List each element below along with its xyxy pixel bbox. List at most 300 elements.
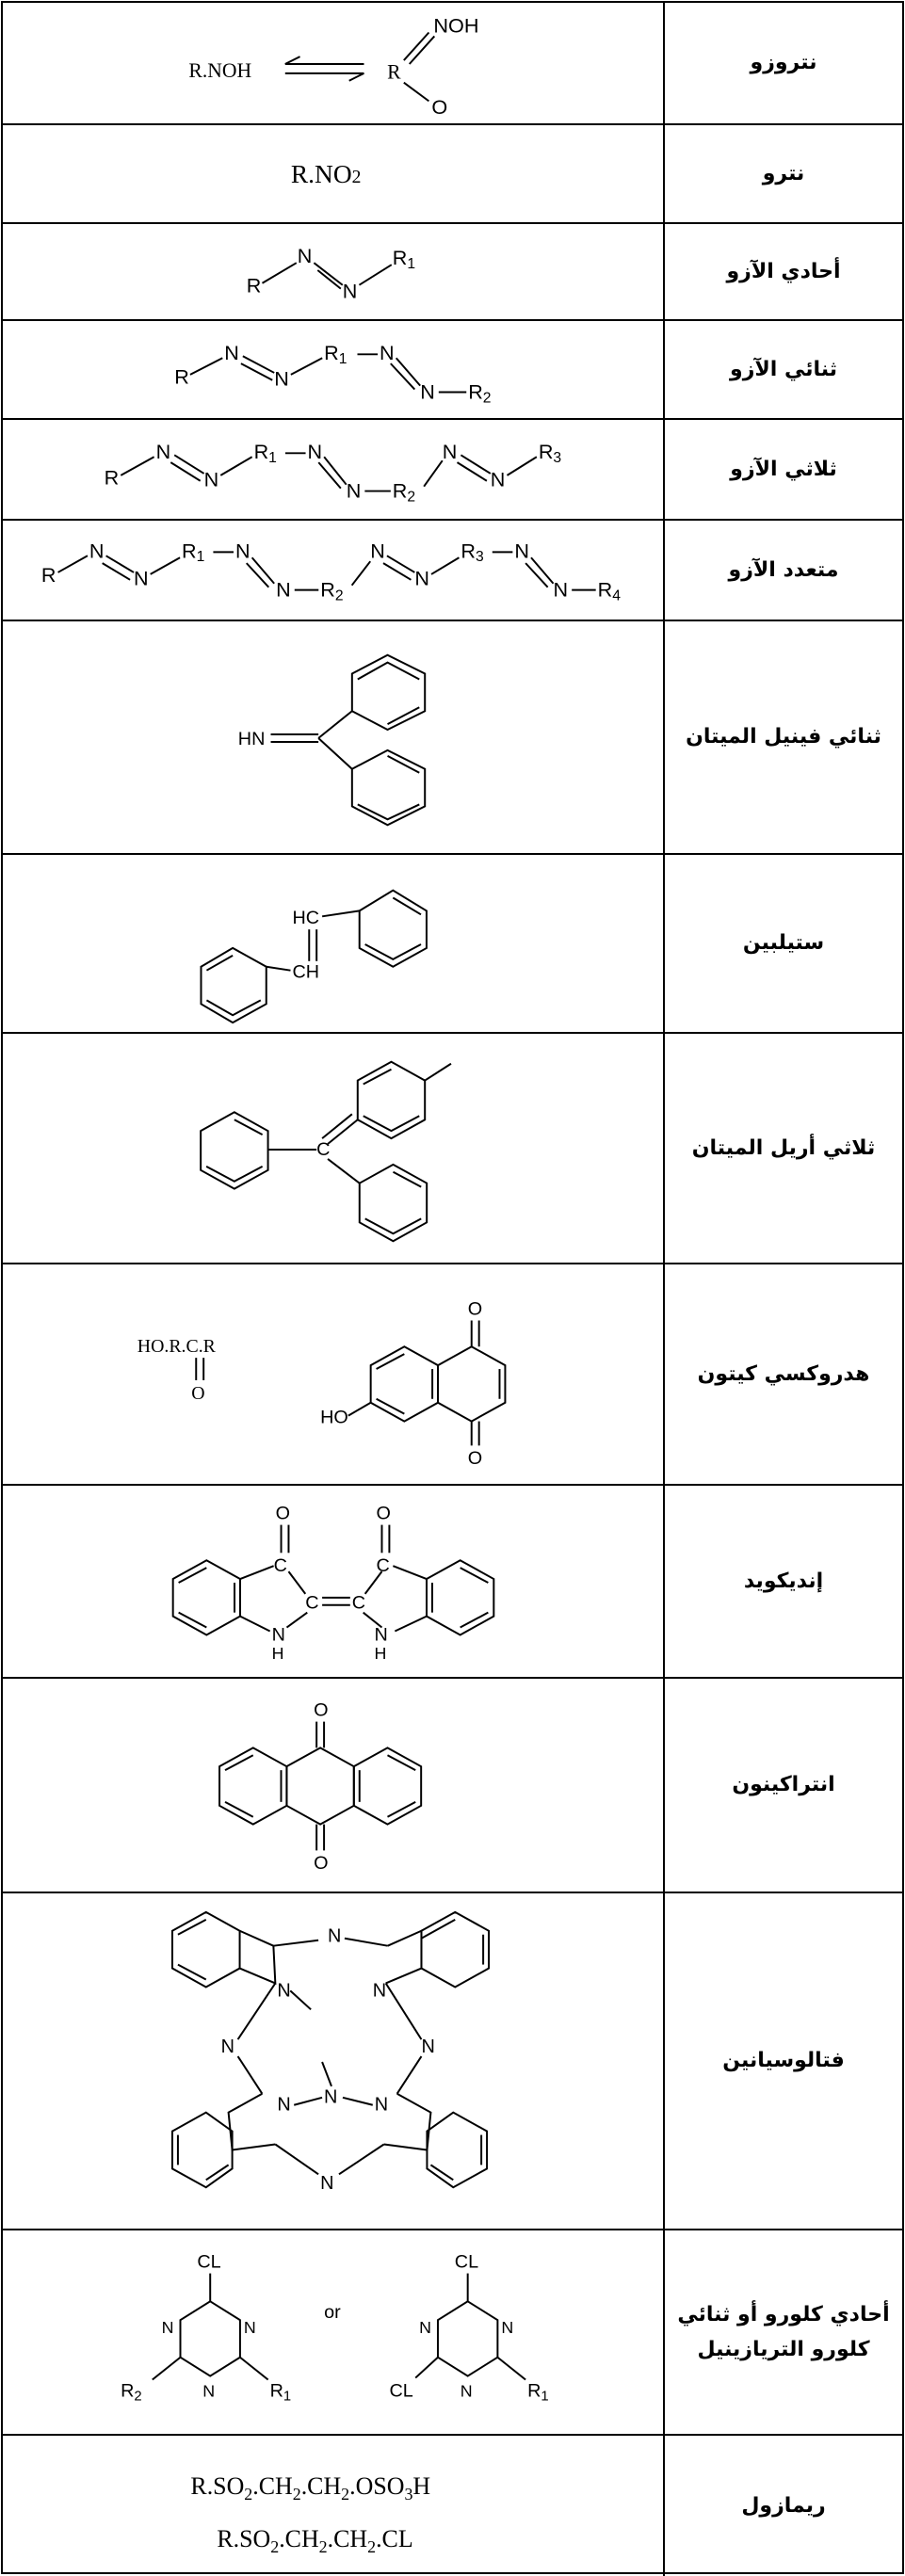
svg-text:R.SO2.CH2.CH2.CL — [217, 2525, 412, 2556]
atom-subscript: 1 — [283, 2389, 292, 2405]
pyrrole-ring — [240, 1931, 276, 1984]
bond — [288, 1571, 305, 1594]
atom-label: N — [324, 2086, 338, 2108]
bond — [497, 2358, 525, 2380]
atom-subscript: 2 — [334, 588, 344, 604]
atom-label: HC — [292, 908, 320, 929]
atom-label: C — [316, 1138, 331, 1160]
bond — [273, 1940, 318, 1946]
structure-cell — [3, 1034, 665, 1263]
svg-text:R3 — [539, 440, 562, 466]
class-name: فتالوسيانين — [722, 2049, 845, 2073]
triazine-ring — [181, 2301, 240, 2375]
aromatic-bond — [225, 1755, 253, 1770]
atom-label: N — [202, 2381, 216, 2401]
formula-text: R.NOH — [188, 58, 252, 82]
class-name: نتروزو — [750, 51, 817, 75]
bond — [339, 2145, 384, 2175]
aromatic-bond — [365, 1218, 422, 1233]
structure-cell — [3, 1264, 665, 1484]
atom-subscript: 2 — [134, 2389, 142, 2405]
bond — [424, 460, 443, 486]
structure-cell — [3, 1893, 665, 2229]
arrow-head — [285, 56, 300, 64]
atom-label: R — [121, 2380, 135, 2402]
bond — [404, 83, 429, 102]
formula-text: .CH — [300, 2472, 342, 2501]
atom-label: CL — [197, 2251, 221, 2273]
table-row — [3, 321, 902, 420]
bond — [395, 1617, 427, 1632]
bond — [318, 462, 341, 488]
aromatic-bond — [364, 1116, 420, 1131]
bond — [507, 457, 536, 475]
benzene-ring — [354, 1747, 421, 1824]
bond — [359, 265, 391, 285]
formula-text: R.SO — [190, 2472, 245, 2501]
triarylmethane-structure — [3, 1034, 663, 1263]
atom-label: N — [276, 577, 291, 602]
atom-label: N — [89, 539, 105, 563]
atom-label: HN — [237, 728, 266, 749]
svg-text:R2 — [320, 577, 343, 604]
benzene-ring — [421, 1912, 489, 1988]
bond — [290, 1990, 311, 2009]
bond — [531, 557, 554, 583]
bond — [238, 2056, 263, 2094]
bond — [58, 555, 88, 572]
table-row — [3, 125, 902, 224]
class-name: ثنائي فينيل الميتان — [686, 725, 881, 749]
class-name: ثلاثي الآزو — [730, 457, 837, 481]
atom-label: N — [342, 279, 358, 303]
triazine-ring — [438, 2301, 497, 2375]
atom-label: C — [376, 1555, 390, 1577]
indigoid-structure — [3, 1486, 663, 1677]
table-row — [3, 224, 902, 321]
bond — [393, 1566, 427, 1579]
atom-label: N — [346, 478, 362, 503]
bond — [431, 557, 459, 574]
atom-subscript: 4 — [612, 588, 621, 604]
atom-label: N — [161, 2317, 174, 2337]
trisazo-structure — [3, 420, 663, 519]
bond — [174, 455, 203, 474]
atom-label: N — [307, 440, 323, 464]
nitroso-structure — [3, 3, 663, 123]
svg-text:R1 — [324, 341, 347, 367]
class-name: نترو — [762, 161, 805, 185]
atom-label: N — [420, 379, 435, 404]
table-row — [3, 2436, 902, 2576]
atom-label: N — [380, 341, 395, 365]
quinoid-ring — [358, 1062, 425, 1138]
table-row — [3, 420, 902, 521]
atom-label: N — [442, 440, 458, 464]
table-row — [3, 1679, 902, 1893]
monoazo-structure — [3, 224, 663, 319]
formula-text: R.NO — [290, 159, 352, 188]
class-name: متعدد الآزو — [728, 557, 839, 582]
benzene-ring — [360, 1165, 427, 1241]
atom-label: N — [203, 467, 219, 491]
bond — [267, 967, 291, 971]
atom-label: O — [467, 1448, 483, 1470]
bond — [322, 910, 360, 916]
svg-text:R.SO2.CH2.CH2.OSO3H — [190, 2472, 430, 2504]
atom-label: H — [374, 1644, 387, 1664]
bond — [425, 1064, 451, 1081]
bond — [387, 555, 414, 572]
aromatic-bond — [461, 1568, 489, 1583]
bond — [286, 1613, 307, 1628]
table-row — [3, 3, 902, 125]
formula-subscript: 2 — [292, 2485, 301, 2504]
quinone-ring — [286, 1747, 353, 1824]
bond — [352, 561, 371, 586]
class-name: هدروكسي كيتون — [697, 1361, 870, 1386]
atom-label: H — [271, 1644, 284, 1664]
bond — [241, 363, 272, 380]
atom-label: N — [553, 577, 569, 602]
bond — [397, 2056, 422, 2094]
atom-label: N — [243, 2317, 256, 2337]
table-row — [3, 521, 902, 621]
remazol-structure — [3, 2436, 663, 2576]
pyrrole-ring — [229, 2094, 276, 2150]
benzene-ring — [352, 655, 425, 730]
aromatic-bond — [206, 2165, 229, 2180]
atom-label: CH — [292, 961, 320, 983]
atom-label: CL — [389, 2380, 413, 2402]
atom-subscript: 1 — [196, 549, 205, 566]
svg-text:R1 — [270, 2380, 292, 2404]
or-text: or — [324, 2302, 341, 2324]
aromatic-bond — [234, 1119, 263, 1135]
atom-label: R — [597, 577, 613, 602]
bond — [190, 358, 222, 375]
atom-label: R — [461, 539, 477, 563]
quinone-ring — [438, 1346, 505, 1421]
svg-text:R2 — [393, 478, 415, 505]
table-row — [3, 2230, 902, 2436]
structure-cell — [3, 855, 665, 1032]
atom-label: N — [374, 1624, 388, 1646]
aromatic-bond — [206, 956, 233, 971]
structure-cell — [3, 125, 665, 222]
bond — [252, 557, 275, 583]
arrow-head — [349, 73, 364, 81]
benzene-ring — [201, 948, 266, 1022]
aromatic-bond — [225, 1802, 253, 1817]
atom-label: O — [275, 1503, 291, 1524]
structure-cell — [3, 2230, 665, 2434]
bond — [317, 270, 341, 289]
formula-subscript: 3 — [404, 2485, 413, 2504]
bond — [240, 1617, 270, 1632]
formula-subscript: 2 — [244, 2485, 253, 2504]
structures-table — [1, 1, 904, 2574]
table-row — [3, 621, 902, 855]
atom-label: O — [376, 1503, 391, 1524]
atom-label: N — [224, 341, 239, 365]
atom-subscript: 1 — [268, 450, 277, 467]
svg-text:R4 — [598, 577, 622, 604]
structure-cell — [3, 1486, 665, 1677]
atom-label: N — [374, 2094, 389, 2116]
bond — [291, 358, 322, 375]
atom-label: R — [468, 379, 483, 404]
bond — [322, 1114, 352, 1138]
benzene-ring — [352, 750, 425, 825]
benzene-ring — [172, 1912, 240, 1988]
class-name: ثنائي الآزو — [730, 357, 837, 381]
atom-label: N — [372, 1980, 387, 2002]
bond — [170, 462, 200, 481]
bond — [457, 462, 486, 481]
bond — [343, 2098, 373, 2105]
bond — [153, 2358, 181, 2380]
bond — [275, 2145, 318, 2175]
aromatic-bond — [178, 1965, 206, 1980]
formula-subscript: 2 — [367, 2536, 377, 2556]
benzene-ring — [172, 2113, 233, 2188]
atom-label: N — [220, 2037, 235, 2058]
atom-subscript: 3 — [476, 549, 484, 566]
svg-text:R1 — [393, 246, 415, 272]
atom-label: O — [467, 1298, 483, 1320]
atom-label: R — [40, 562, 57, 587]
atom-label: R — [324, 341, 339, 365]
atom-subscript: 3 — [553, 450, 562, 467]
bond — [348, 1403, 371, 1416]
bond — [238, 1983, 276, 2039]
atom-label: N — [320, 2173, 334, 2195]
benzene-ring — [360, 891, 427, 967]
class-name: ستيلبين — [742, 931, 825, 956]
aromatic-bond — [358, 804, 419, 819]
atom-label: R — [253, 440, 269, 464]
atom-label: C — [351, 1592, 366, 1614]
structure-cell — [3, 1679, 665, 1892]
structure-cell — [3, 521, 665, 620]
class-name: انتراكينون — [732, 1773, 835, 1797]
class-name: أحادي الآزو — [726, 259, 841, 283]
bond — [240, 2358, 268, 2380]
formula-text: HO.R.C.R — [137, 1336, 216, 1358]
atom-label: HO — [320, 1407, 348, 1428]
aromatic-bond — [364, 1070, 392, 1085]
svg-text:R1 — [182, 539, 204, 565]
bond — [103, 563, 130, 580]
formula-text: H — [412, 2472, 431, 2501]
bond — [383, 563, 411, 580]
aromatic-bond — [393, 898, 421, 915]
bond — [106, 555, 134, 572]
svg-text:R.NO2 — [291, 160, 362, 188]
disazo-structure — [3, 321, 663, 418]
atom-label: R — [174, 364, 189, 389]
stilbene-structure — [3, 855, 663, 1032]
structure-cell — [3, 2436, 665, 2576]
svg-text:R2 — [121, 2380, 142, 2404]
bond — [243, 356, 274, 373]
benzene-ring — [219, 1747, 286, 1824]
atom-subscript: 1 — [541, 2389, 549, 2405]
triazinyl-structure — [3, 2230, 663, 2434]
svg-text:R1 — [254, 440, 277, 466]
atom-label: N — [421, 2037, 435, 2058]
diphenylmethane-structure — [3, 621, 663, 853]
formula-text: .OSO — [349, 2472, 405, 2501]
atom-label: N — [277, 2094, 291, 2116]
aromatic-bond — [393, 1172, 421, 1187]
atom-label: N — [277, 1980, 291, 2002]
atom-label: N — [460, 2381, 473, 2401]
atom-label: R — [392, 246, 408, 270]
class-name: إنديكويد — [743, 1569, 824, 1593]
atom-label: O — [314, 1699, 329, 1721]
atom-subscript: 2 — [407, 489, 416, 506]
class-name: ريمازول — [741, 2493, 826, 2518]
atom-label: N — [155, 440, 171, 464]
atom-label: N — [234, 539, 250, 563]
phthalocyanine-structure — [3, 1893, 663, 2229]
atom-label: O — [431, 95, 448, 120]
atom-subscript: 1 — [338, 351, 347, 368]
formula-subscript: 2 — [341, 2485, 350, 2504]
aromatic-bond — [461, 1613, 489, 1628]
aromatic-bond — [206, 1167, 263, 1182]
atom-label: N — [134, 566, 149, 590]
aromatic-bond — [377, 1399, 405, 1414]
structure-cell — [3, 621, 665, 853]
atom-subscript: 2 — [482, 390, 492, 407]
atom-label: N — [328, 1925, 342, 1947]
formula-subscript: 2 — [351, 167, 362, 187]
svg-text:R2 — [468, 379, 491, 406]
polyazo-structure — [3, 521, 663, 620]
table-row — [3, 1034, 902, 1264]
atom-subscript: 1 — [407, 256, 416, 273]
atom-label: N — [274, 366, 289, 391]
pyrrole-ring — [386, 1931, 422, 1984]
atom-label: R — [269, 2380, 283, 2402]
atom-label: N — [501, 2317, 514, 2337]
bond — [525, 563, 548, 588]
formula-text: .CH — [252, 2472, 293, 2501]
atom-label: O — [314, 1853, 329, 1875]
bond — [345, 1939, 388, 1946]
atom-label: N — [271, 1624, 285, 1646]
aromatic-bond — [387, 1755, 415, 1770]
class-name: ثلاثي أريل الميتان — [691, 1135, 876, 1160]
benzene-ring — [173, 1560, 240, 1634]
atom-label: R — [538, 440, 554, 464]
bond — [415, 2358, 438, 2378]
formula-text: R.SO — [217, 2524, 271, 2552]
bond — [328, 1159, 360, 1183]
bond — [461, 455, 490, 474]
bond — [121, 457, 154, 475]
atom-label: O — [191, 1382, 205, 1404]
atom-label: N — [414, 566, 429, 590]
table-row — [3, 1893, 902, 2230]
atom-label: R — [527, 2380, 541, 2402]
atom-label: R — [104, 465, 120, 490]
aromatic-bond — [179, 1568, 207, 1583]
table-row — [3, 1264, 902, 1486]
atom-label: R — [392, 478, 408, 503]
benzene-ring — [427, 2113, 487, 2188]
atom-label: NOH — [433, 13, 479, 38]
aromatic-bond — [377, 1354, 405, 1369]
pyrrole-ring — [384, 2094, 431, 2150]
formula-subscript: 2 — [318, 2536, 328, 2556]
benzene-ring — [427, 1560, 493, 1634]
formula-text: .CL — [376, 2524, 413, 2552]
bond — [220, 457, 251, 475]
table-row — [3, 855, 902, 1034]
atom-label: C — [305, 1592, 319, 1614]
atom-label: N — [514, 539, 529, 563]
aromatic-bond — [178, 1920, 206, 1935]
structure-cell — [3, 224, 665, 319]
bond — [318, 738, 352, 769]
class-name: أحادي كلورو أو ثنائي كلورو التريازينيل — [677, 2302, 890, 2361]
hydroxyketone-structure — [3, 1264, 663, 1484]
formula-text: .CH — [327, 2524, 368, 2552]
atom-label: R — [320, 577, 335, 602]
nitro-structure — [3, 125, 663, 222]
atom-label: R — [246, 273, 262, 298]
aromatic-bond — [179, 1613, 207, 1628]
atom-label: CL — [454, 2251, 479, 2273]
table-row — [3, 1486, 902, 1679]
bond — [247, 563, 269, 588]
atom-label: N — [419, 2317, 432, 2337]
atom-label: N — [297, 244, 313, 268]
benzene-ring — [201, 1112, 267, 1188]
bond — [318, 711, 352, 738]
atom-label: R — [387, 60, 401, 84]
aromatic-bond — [365, 944, 421, 959]
formula-subscript: 2 — [270, 2536, 280, 2556]
atom-label: N — [490, 467, 506, 491]
bond — [314, 263, 342, 285]
benzene-ring — [371, 1346, 438, 1421]
aromatic-bond — [430, 2165, 453, 2180]
structure-cell — [3, 420, 665, 519]
bond — [386, 1983, 422, 2039]
bond — [240, 1566, 274, 1579]
aromatic-bond — [387, 1802, 415, 1817]
bond — [328, 1119, 358, 1144]
atom-label: C — [273, 1555, 287, 1577]
formula-text: .CH — [279, 2524, 319, 2552]
svg-text:R3 — [461, 539, 484, 565]
atom-label: R — [182, 539, 197, 563]
bond — [294, 2098, 322, 2105]
bond — [322, 2062, 331, 2086]
bond — [151, 557, 180, 574]
svg-text:R1 — [527, 2380, 549, 2404]
structure-cell — [3, 3, 665, 123]
structure-cell — [3, 321, 665, 418]
atom-label: N — [370, 539, 385, 563]
bond — [262, 263, 296, 283]
anthraquinone-structure — [3, 1679, 663, 1892]
